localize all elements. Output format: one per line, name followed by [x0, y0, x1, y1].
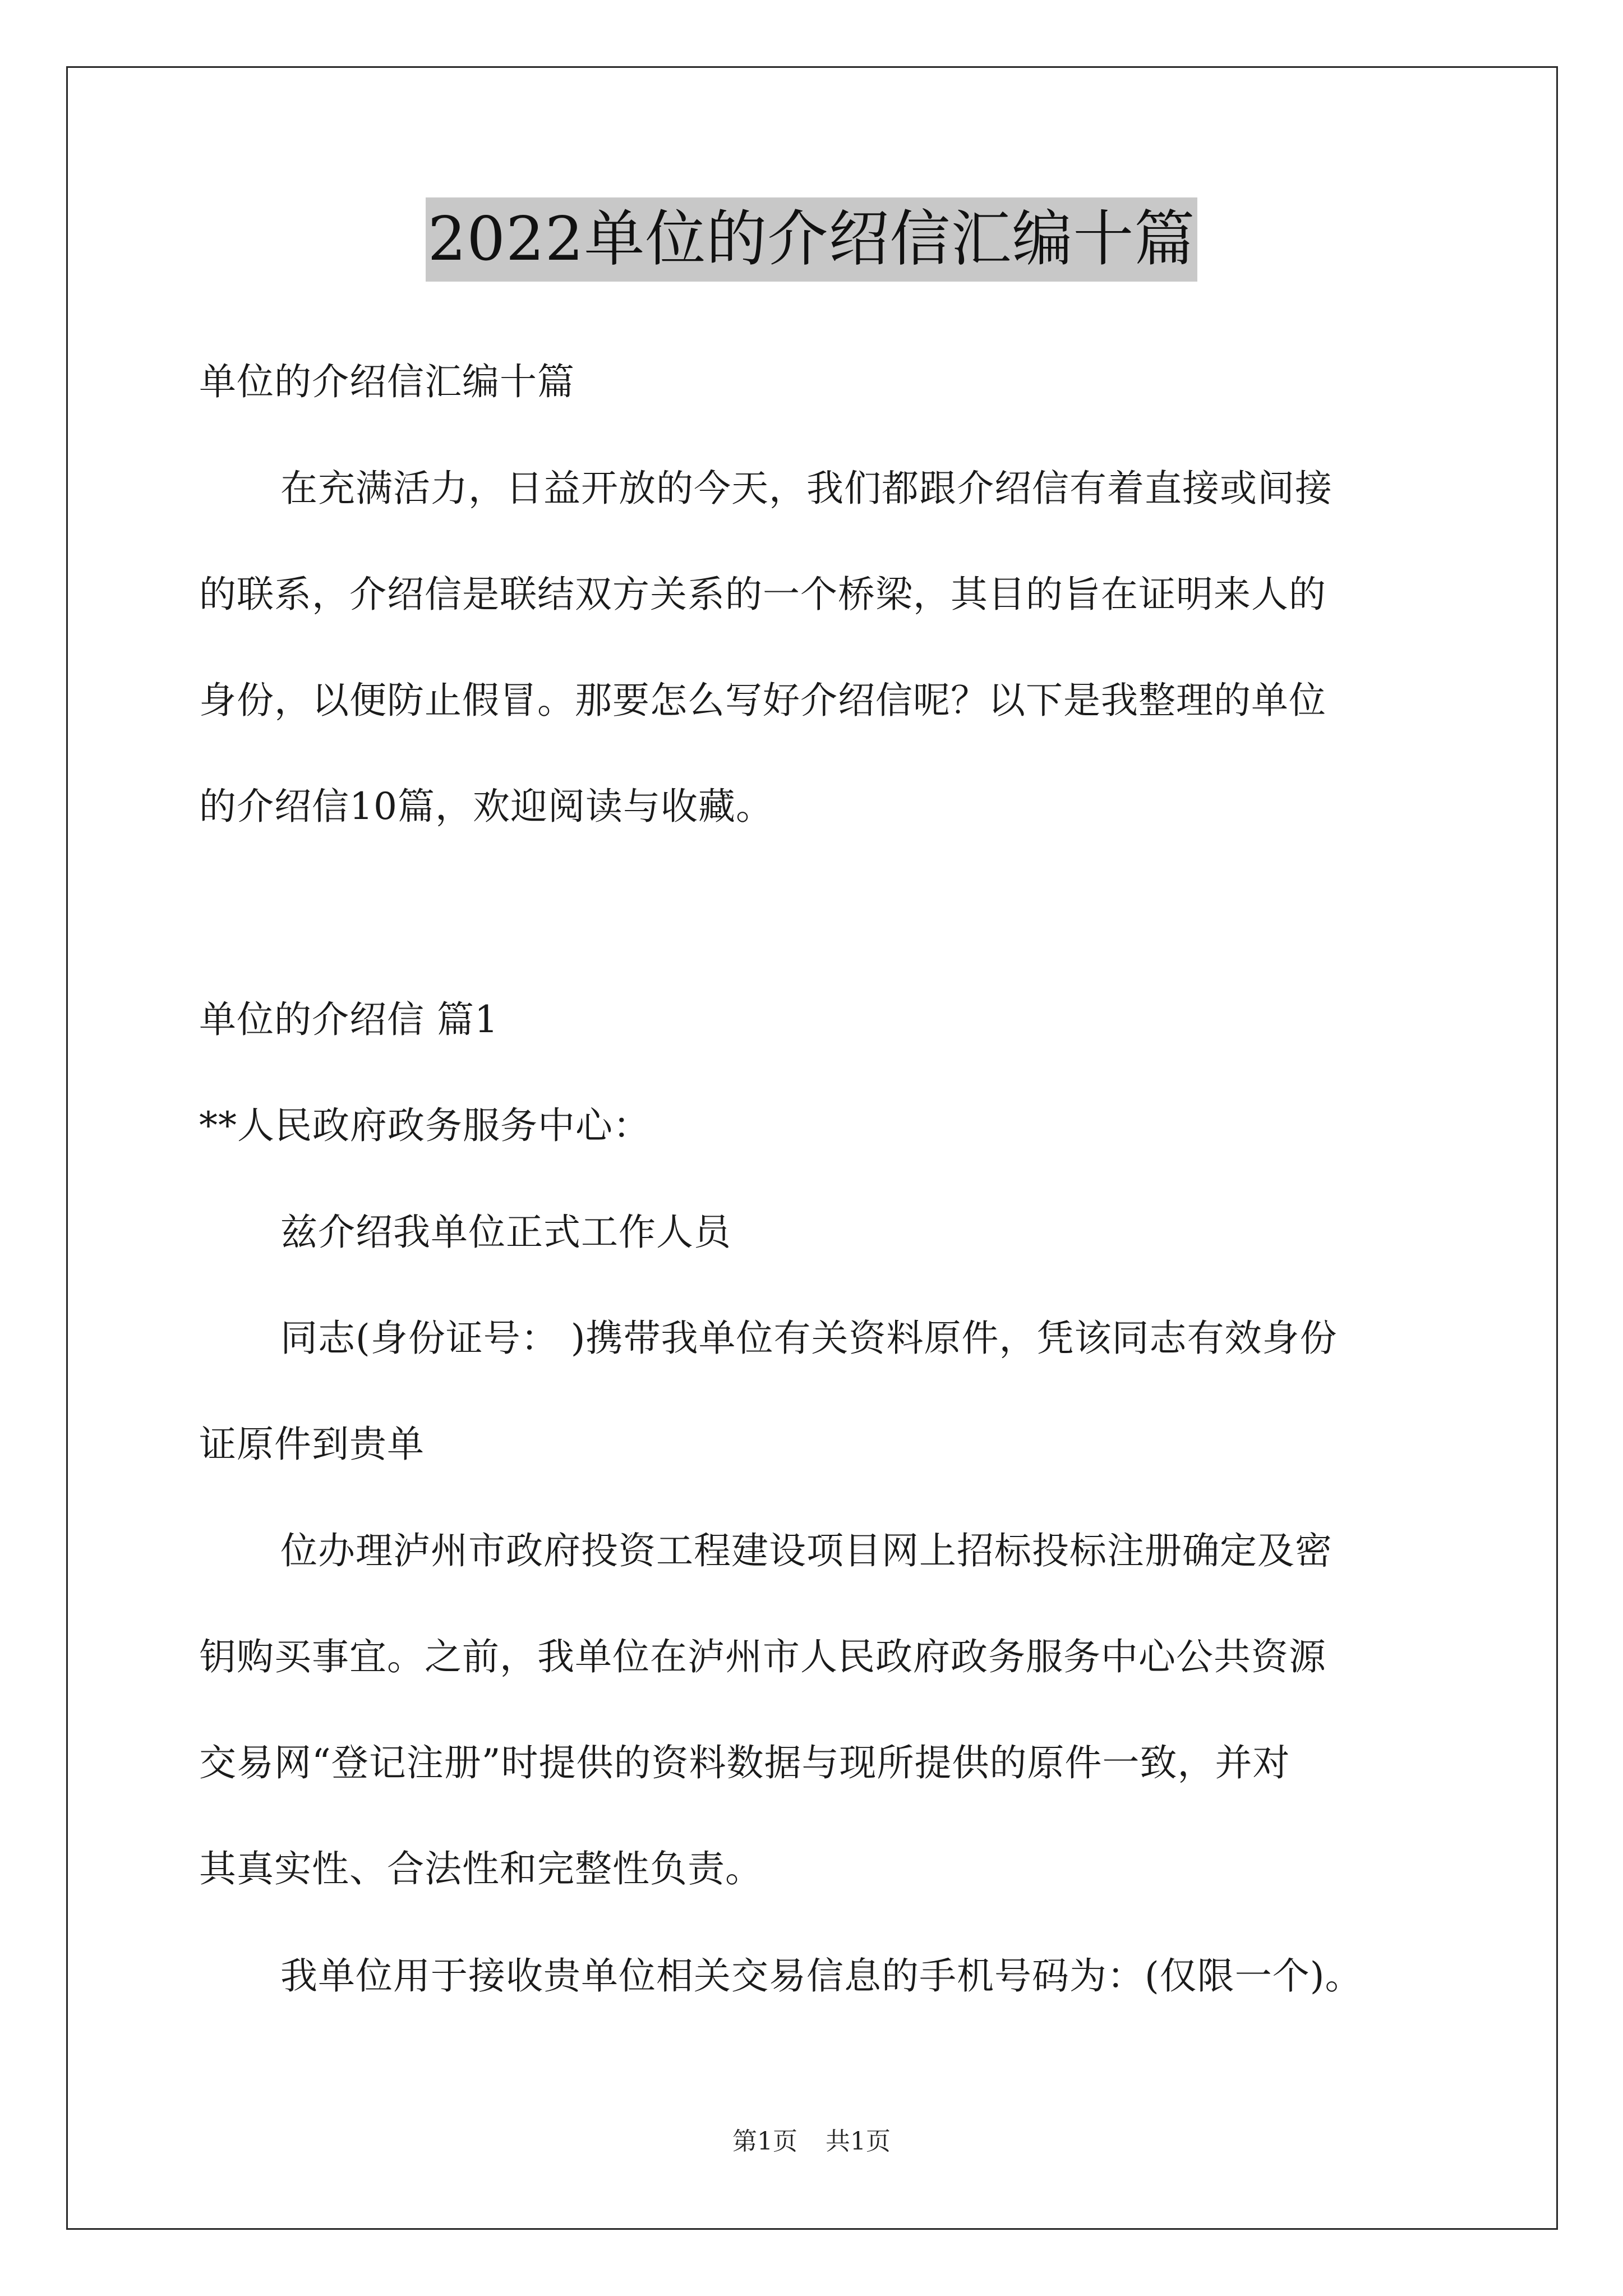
page-number: 第1页	[732, 2127, 797, 2156]
paragraph-line: 位办理泸州市政府投资工程建设项目网上招标投标注册确定及密	[280, 1529, 1332, 1572]
title-container	[0, 197, 1623, 282]
document-title: 2022单位的介绍信汇编十篇	[426, 197, 1198, 282]
paragraph-line: 证原件到贵单	[199, 1423, 425, 1466]
page-total: 共1页	[826, 2127, 891, 2156]
paragraph-line: 我单位用于接收贵单位相关交易信息的手机号码为：(仅限一个)。	[280, 1954, 1363, 1998]
paragraph-line: 的介绍信10篇，欢迎阅读与收藏。	[199, 785, 773, 828]
paragraph-line: 在充满活力，日益开放的今天，我们都跟介绍信有着直接或间接	[280, 467, 1332, 510]
paragraph-line: 的联系，介绍信是联结双方关系的一个桥梁，其目的旨在证明来人的	[199, 573, 1326, 616]
paragraph-line: 身份，以便防止假冒。那要怎么写好介绍信呢？以下是我整理的单位	[199, 679, 1326, 722]
addressee-line: **人民政府政务服务中心：	[199, 1104, 651, 1147]
paragraph-line: 其真实性、合法性和完整性负责。	[199, 1847, 763, 1890]
paragraph-line: 兹介绍我单位正式工作人员	[280, 1211, 731, 1254]
paragraph-line: 钥购买事宜。之前，我单位在泸州市人民政府政务服务中心公共资源	[199, 1635, 1326, 1678]
paragraph-line: 同志(身份证号： )携带我单位有关资料原件，凭该同志有效身份	[280, 1317, 1338, 1360]
section-heading: 单位的介绍信 篇1	[199, 998, 499, 1041]
paragraph-line: 交易网“登记注册”时提供的资料数据与现所提供的原件一致，并对	[199, 1741, 1290, 1784]
subtitle: 单位的介绍信汇编十篇	[199, 360, 575, 403]
page-footer	[0, 2125, 1623, 2159]
